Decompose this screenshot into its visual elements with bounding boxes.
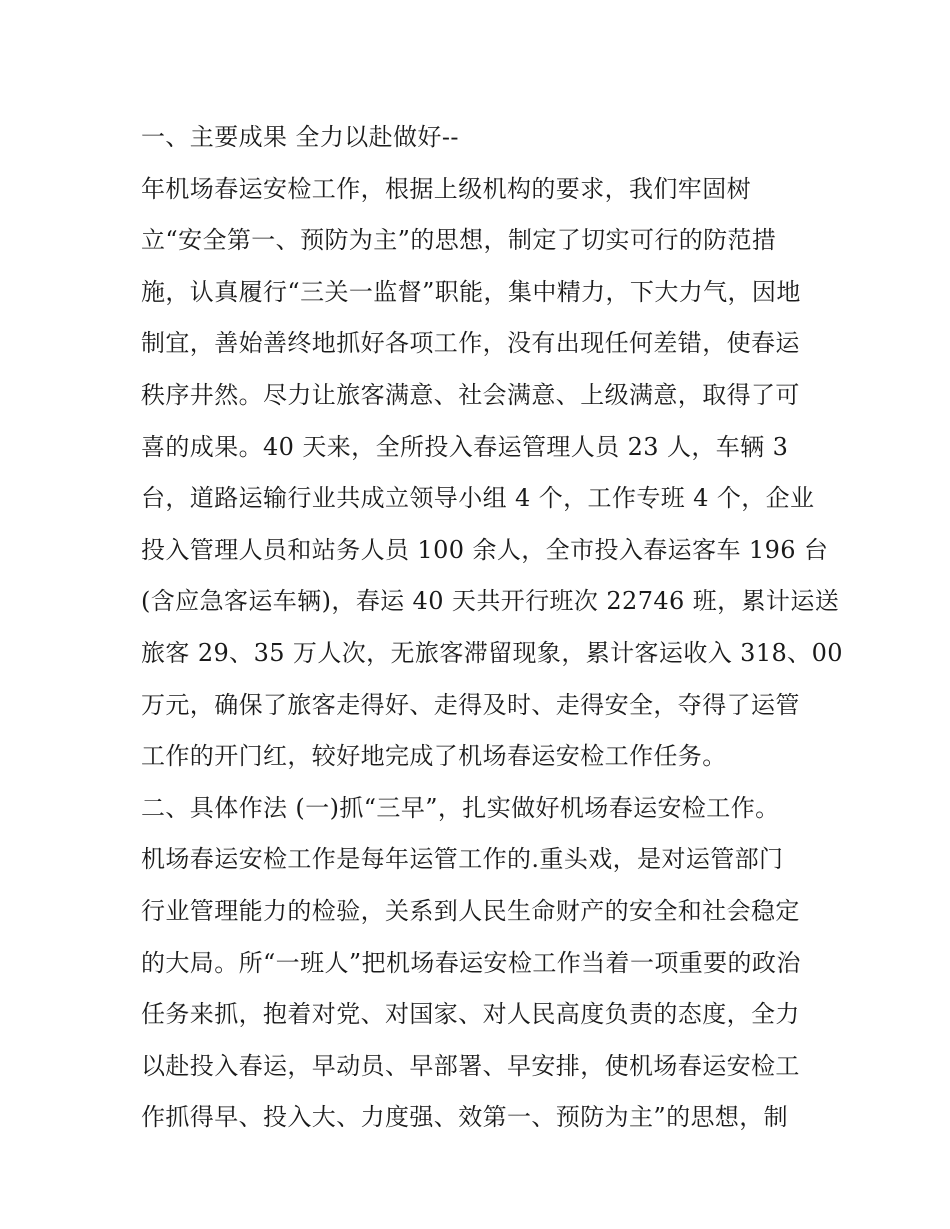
text-line: 行业管理能力的检验，关系到人民生命财产的安全和社会稳定: [141, 896, 800, 925]
text-line: 工作的开门红，较好地完成了机场春运安检工作任务。: [141, 742, 727, 771]
text-line: 制宜，善始善终地抓好各项工作，没有出现任何差错，使春运: [141, 329, 800, 358]
section-heading-1: 一、主要成果 全力以赴做好--: [141, 123, 459, 151]
text-line: 的大局。所“一班人”把机场春运安检工作当着一项重要的政治: [141, 948, 801, 977]
text-line: 任务来抓，抱着对党、对国家、对人民高度负责的态度，全力: [141, 1000, 800, 1029]
text-line: 台，道路运输行业共成立领导小组 4 个，工作专班 4 个，企业: [141, 484, 815, 513]
body-text: [141, 112, 843, 1144]
text-line: 喜的成果。40 天来，全所投入春运管理人员 23 人，车辆 3: [141, 432, 789, 461]
text-line: (含应急客运车辆)，春运 40 天共开行班次 22746 班，累计运送: [141, 587, 840, 616]
text-line: 施，认真履行“三关一监督”职能，集中精力，下大力气，因地: [141, 277, 801, 306]
text-line: 投入管理人员和站务人员 100 余人，全市投入春运客车 196 台: [141, 535, 829, 564]
text-line: 年机场春运安检工作，根据上级机构的要求，我们牢固树: [141, 174, 751, 203]
text-line: 作抓得早、投入大、力度强、效第一、预防为主”的思想，制: [141, 1103, 789, 1132]
text-line: 旅客 29、35 万人次，无旅客滞留现象，累计客运收入 318、00: [141, 638, 843, 667]
text-line: 以赴投入春运，早动员、早部署、早安排，使机场春运安检工: [141, 1051, 800, 1080]
section-heading-2: 二、具体作法 (一)抓“三早”，扎实做好机场春运安检工作。: [141, 793, 780, 822]
text-line: 秩序井然。尽力让旅客满意、社会满意、上级满意，取得了可: [141, 380, 800, 409]
text-line: 万元，确保了旅客走得好、走得及时、走得安全，夺得了运管: [141, 690, 800, 719]
text-line: 机场春运安检工作是每年运管工作的.重头戏，是对运管部门: [141, 845, 784, 874]
text-line: 立“安全第一、预防为主”的思想，制定了切实可行的防范措: [141, 226, 777, 255]
